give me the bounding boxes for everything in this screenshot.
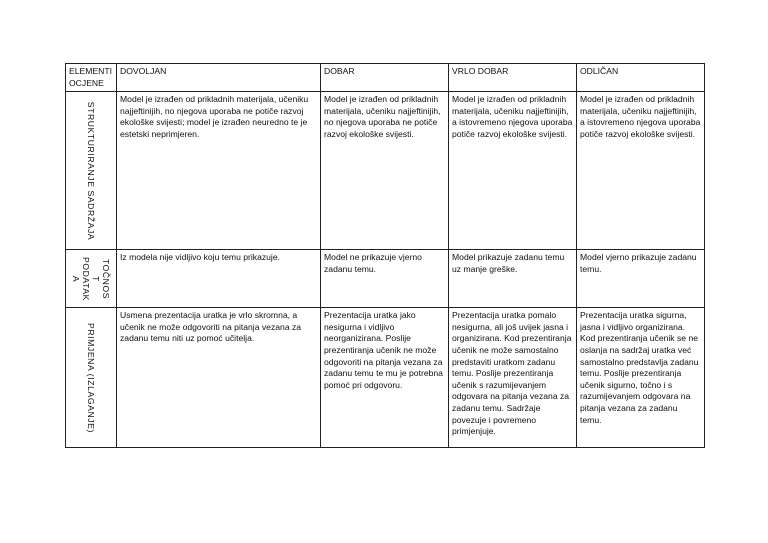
table-cell: Model je izrađen od prikladnih materijala, učeniku najjeftinijih, a istovremeno njegova uporaba potiče razvoj ekološke svijesti. (577, 92, 705, 250)
row-header-cell (66, 250, 117, 308)
table-row (66, 308, 705, 448)
level-header-odlican: ODLIČAN (577, 64, 705, 92)
rubric-table (65, 63, 705, 448)
table-cell: Model ne prikazuje vjerno zadanu temu. (321, 250, 449, 308)
level-header-vrlo-dobar: VRLO DOBAR (449, 64, 577, 92)
table-cell: Prezentacija uratka pomalo nesigurna, ali još uvijek jasna i organizirana. Kod prezentiranja učenik ne može samostalno predstaviti uratkom zadanu temu. Poslije prezentiranja učenik s razumijevanjem odgovara na pitanja vezana za zadanu temu. Sadržaje povezuje i povremeno primjenjuje. (449, 308, 577, 448)
row-header-accuracy: TOČNOST PODATAKA (71, 256, 111, 301)
table-cell: Model vjerno prikazuje zadanu temu. (577, 250, 705, 308)
table-cell: Iz modela nije vidljivo koju temu prikazuje. (117, 250, 321, 308)
row-header-cell (66, 308, 117, 448)
header-row (66, 64, 705, 92)
table-cell: Model je izrađen od prikladnih materijala, učeniku najjeftinijih, no njegova uporaba ne potiče razvoj ekološke svijesti. (321, 92, 449, 250)
table-cell: Prezentacija uratka sigurna, jasna i vidljivo organizirana. Kod prezentiranja učenik se ne oslanja na sadržaj uratka već samostalno predstavlja zadanu temu. Poslije prezentiranja učenik sigurno, točno i s razumijevanjem odgovara na pitanja vezana za zadanu temu. (577, 308, 705, 448)
row-header-cell (66, 92, 117, 250)
row-header-structuring: STRUKTURIRANJE SADRŽAJA (86, 101, 96, 240)
table-cell: Model je izrađen od prikladnih materijala, učeniku najjeftinijih, no njegova uporaba ne potiče razvoj ekološke svijesti; model je izrađen neuredno te je estetski neprimjeren. (117, 92, 321, 250)
level-header-dobar: DOBAR (321, 64, 449, 92)
table-row (66, 250, 705, 308)
table-cell: Prezentacija uratka jako nesigurna i vidljivo neorganizirana. Poslije prezentiranja učenik ne može odgovoriti na pitanja vezana za zadanu temu te mu je potrebna pomoć pri odgovoru. (321, 308, 449, 448)
level-header-dovoljan: DOVOLJAN (117, 64, 321, 92)
table-cell: Usmena prezentacija uratka je vrlo skromna, a učenik ne može odgovoriti na pitanja vezana za zadanu temu niti uz pomoć učitelja. (117, 308, 321, 448)
table-row (66, 92, 705, 250)
corner-header: ELEMENTI OCJENE (66, 64, 117, 92)
table-cell: Model prikazuje zadanu temu uz manje greške. (449, 250, 577, 308)
table-cell: Model je izrađen od prikladnih materijala, učeniku najjeftinijih, a istovremeno njegova uporaba potiče razvoj ekološke svijesti. (449, 92, 577, 250)
row-header-application: PRIMJENA (IZLAGANJE) (86, 322, 96, 433)
